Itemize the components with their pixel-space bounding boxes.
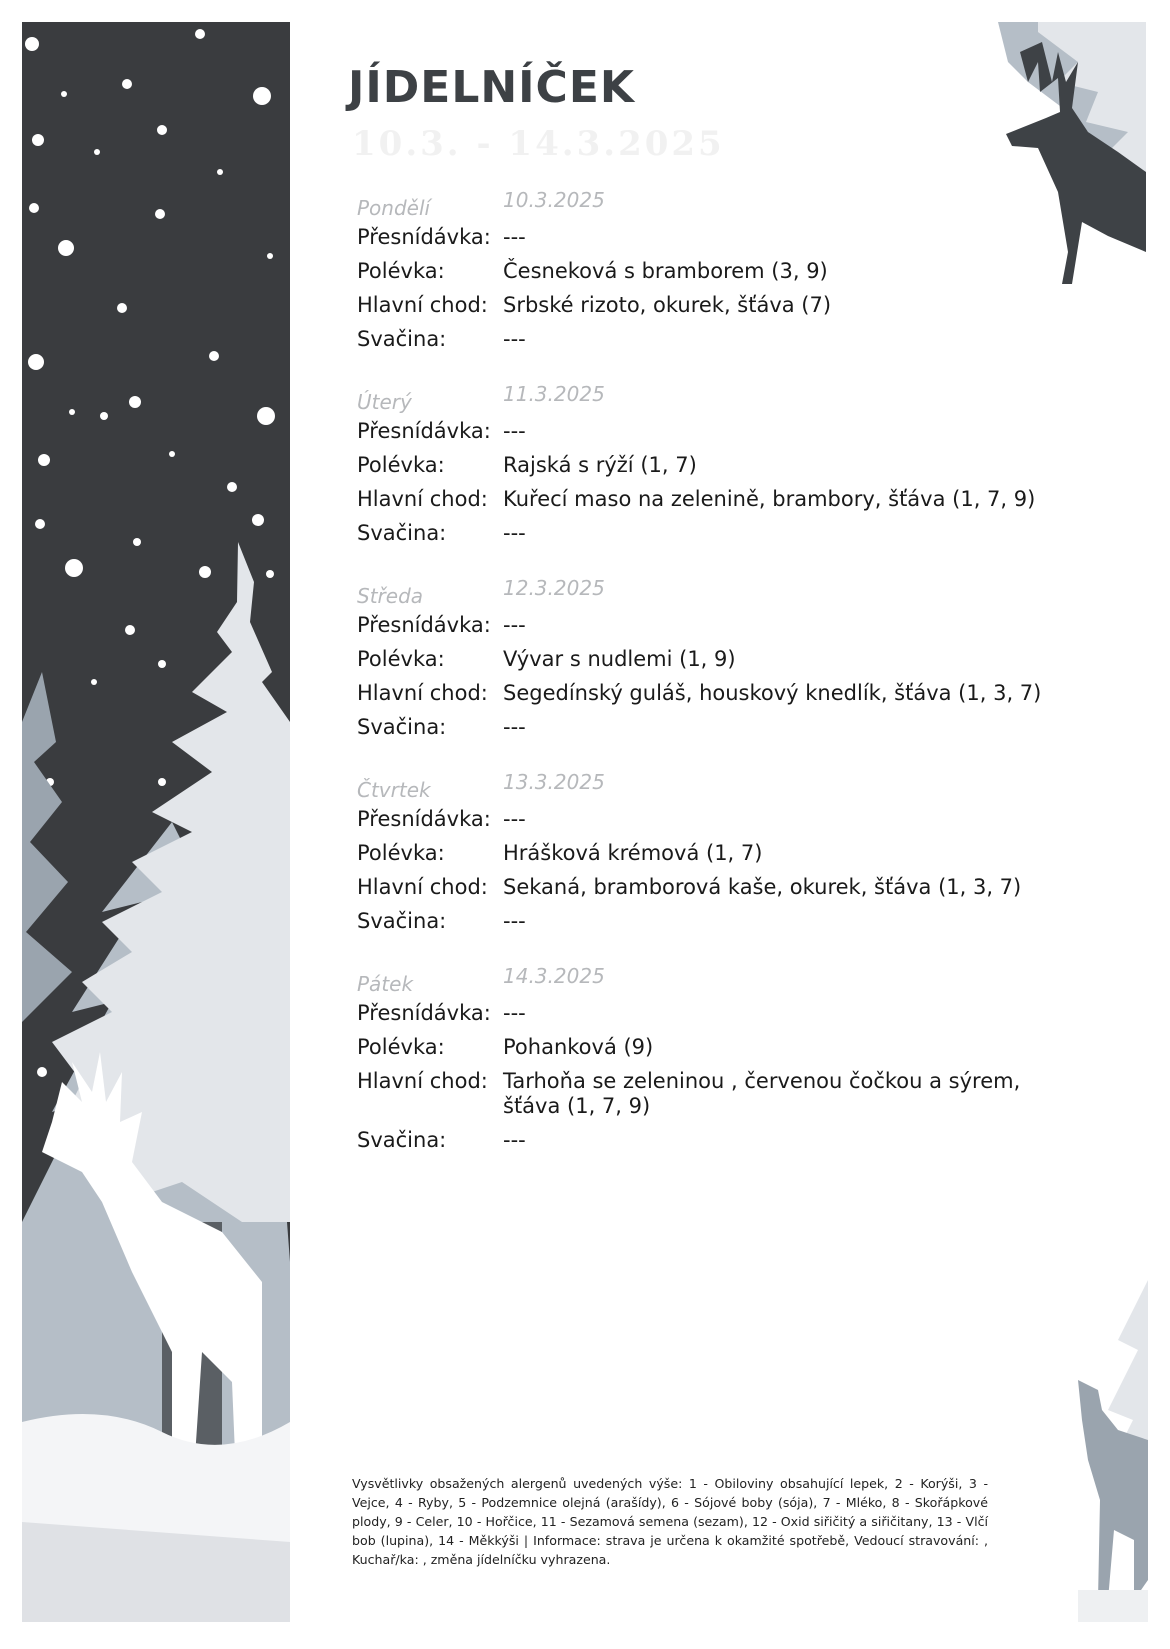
meal-label: Svačina:	[357, 327, 447, 351]
meal-label: Svačina:	[357, 521, 447, 545]
day-name: Úterý	[357, 390, 412, 414]
deer-corner-bottom	[1078, 1280, 1148, 1622]
day-date: 10.3.2025	[503, 188, 605, 212]
meal-row-snack-afternoon	[357, 904, 1077, 938]
day-name: Čtvrtek	[357, 778, 431, 802]
meal-label: Polévka:	[357, 453, 445, 477]
meal-value: Srbské rizoto, okurek, šťáva (7)	[503, 293, 832, 317]
meal-row-snack-morning	[357, 996, 1077, 1030]
meal-label: Přesnídávka:	[357, 419, 491, 443]
meal-value: Segedínský guláš, houskový knedlík, šťáva (1, 3, 7)	[503, 681, 1042, 705]
meal-row-snack-afternoon	[357, 710, 1077, 744]
day-date: 14.3.2025	[503, 964, 605, 988]
meal-value: ---	[503, 807, 526, 831]
day-header	[357, 966, 1077, 996]
meal-label: Svačina:	[357, 909, 447, 933]
meal-value: ---	[503, 1128, 526, 1152]
day-date: 13.3.2025	[503, 770, 605, 794]
meal-label: Polévka:	[357, 259, 445, 283]
meal-value: Česneková s bramborem (3, 9)	[503, 259, 828, 283]
day-header	[357, 190, 1077, 220]
fawn-silhouette-image	[1078, 1280, 1148, 1622]
meal-row-main	[357, 676, 1077, 710]
meal-value: Hrášková krémová (1, 7)	[503, 841, 763, 865]
meal-label: Přesnídávka:	[357, 807, 491, 831]
meal-label: Přesnídávka:	[357, 613, 491, 637]
meal-row-snack-afternoon	[357, 322, 1077, 356]
meal-label: Polévka:	[357, 647, 445, 671]
meal-value: ---	[503, 419, 526, 443]
winter-scene-image	[22, 22, 290, 1622]
meal-row-snack-morning	[357, 802, 1077, 836]
weekly-menu	[357, 190, 1077, 1185]
meal-row-snack-afternoon	[357, 516, 1077, 550]
meal-label: Hlavní chod:	[357, 293, 488, 317]
day-header	[357, 384, 1077, 414]
meal-label: Hlavní chod:	[357, 681, 488, 705]
day-name: Pátek	[357, 972, 414, 996]
meal-row-main	[357, 482, 1077, 516]
meal-value: ---	[503, 1001, 526, 1025]
day-date: 12.3.2025	[503, 576, 605, 600]
meal-row-main	[357, 288, 1077, 322]
meal-value: Pohanková (9)	[503, 1035, 654, 1059]
meal-row-snack-afternoon	[357, 1123, 1077, 1157]
meal-label: Přesnídávka:	[357, 225, 491, 249]
day-wednesday	[357, 578, 1077, 744]
day-header	[357, 578, 1077, 608]
meal-label: Hlavní chod:	[357, 1069, 488, 1093]
meal-value: ---	[503, 521, 526, 545]
day-tuesday	[357, 384, 1077, 550]
day-name: Pondělí	[357, 196, 431, 220]
meal-row-snack-morning	[357, 608, 1077, 642]
meal-value: ---	[503, 613, 526, 637]
meal-row-soup	[357, 642, 1077, 676]
meal-label: Hlavní chod:	[357, 487, 488, 511]
winter-illustration	[22, 22, 290, 1622]
day-date: 11.3.2025	[503, 382, 605, 406]
meal-label: Svačina:	[357, 715, 447, 739]
meal-row-snack-morning	[357, 220, 1077, 254]
meal-value: ---	[503, 225, 526, 249]
meal-row-main	[357, 1064, 1077, 1123]
meal-row-snack-morning	[357, 414, 1077, 448]
week-range: 10.3. - 14.3.2025	[352, 124, 725, 164]
meal-value: ---	[503, 909, 526, 933]
meal-label: Hlavní chod:	[357, 875, 488, 899]
meal-row-soup	[357, 1030, 1077, 1064]
meal-label: Přesnídávka:	[357, 1001, 491, 1025]
meal-label: Polévka:	[357, 841, 445, 865]
day-header	[357, 772, 1077, 802]
day-name: Středa	[357, 584, 424, 608]
meal-label: Svačina:	[357, 1128, 447, 1152]
meal-value: Vývar s nudlemi (1, 9)	[503, 647, 736, 671]
day-monday	[357, 190, 1077, 356]
meal-row-soup	[357, 448, 1077, 482]
meal-row-soup	[357, 836, 1077, 870]
day-thursday	[357, 772, 1077, 938]
allergens-note: Vysvětlivky obsažených alergenů uvedených výše: 1 - Obiloviny obsahující lepek, 2 - Korýši, 3 - Vejce, 4 - Ryby, 5 - Podzemnice olejná (arašídy), 6 - Sójové boby (sója), 7 - Mléko, 8 - Skořápkové plody, 9 - Celer, 10 - Hořčice, 11 - Sezamová semena (sezam), 12 - Oxid siřičitý a siřičitany, 13 - Vlčí bob (lupina), 14 - Měkkýši | Informace: strava je určena k okamžité spotřebě, Vedoucí stravování: , Kuchař/ka: , změna jídelníčku vyhrazena.	[352, 1476, 988, 1567]
meal-row-soup	[357, 254, 1077, 288]
meal-value: Tarhoňa se zeleninou , červenou čočkou a sýrem, šťáva (1, 7, 9)	[503, 1069, 1021, 1118]
day-friday	[357, 966, 1077, 1157]
meal-value: Sekaná, bramborová kaše, okurek, šťáva (1, 3, 7)	[503, 875, 1022, 899]
meal-label: Polévka:	[357, 1035, 445, 1059]
meal-row-main	[357, 870, 1077, 904]
page-title: JÍDELNÍČEK	[348, 62, 635, 113]
meal-value: Rajská s rýží (1, 7)	[503, 453, 697, 477]
meal-value: ---	[503, 715, 526, 739]
meal-value: Kuřecí maso na zelenině, brambory, šťáva (1, 7, 9)	[503, 487, 1036, 511]
meal-value: ---	[503, 327, 526, 351]
